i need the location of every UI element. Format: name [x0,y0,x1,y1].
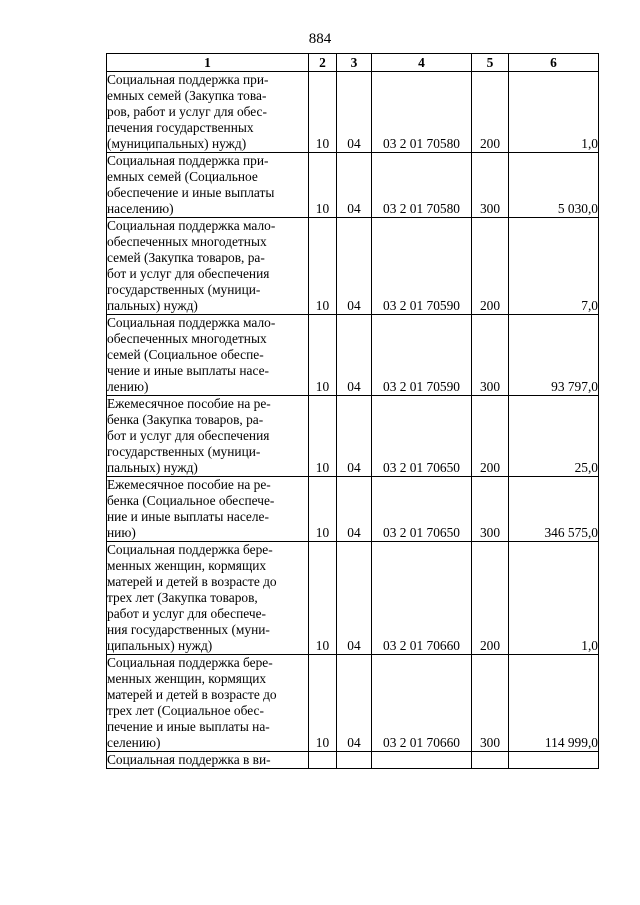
expense-type-code: 200 [472,218,509,315]
expense-type-code: 300 [472,477,509,542]
subsection-code: 04 [337,655,372,752]
expense-name: Социальная поддержка при- емных семей (Закупка това- ров, работ и услуг для обес- печения государственных (муниципальных) нужд) [107,72,309,153]
section-code: 10 [309,315,337,396]
target-article-code [372,752,472,769]
target-article-code: 03 2 01 70580 [372,153,472,218]
expense-type-code [472,752,509,769]
expense-type-code: 200 [472,72,509,153]
table-row [107,218,599,315]
header-col-6: 6 [509,54,599,72]
header-col-5: 5 [472,54,509,72]
expense-name: Социальная поддержка в ви- [107,752,309,769]
section-code: 10 [309,218,337,315]
amount: 93 797,0 [509,315,599,396]
section-code: 10 [309,542,337,655]
table-row [107,477,599,542]
expense-type-code: 300 [472,655,509,752]
header-col-2: 2 [309,54,337,72]
subsection-code: 04 [337,315,372,396]
expense-name: Социальная поддержка мало- обеспеченных многодетных семей (Закупка товаров, ра- бот и услуг для обеспечения государственных (муници- пальных) нужд) [107,218,309,315]
amount: 5 030,0 [509,153,599,218]
expense-name: Социальная поддержка мало- обеспеченных многодетных семей (Социальное обеспе- чение и иные выплаты насе- лению) [107,315,309,396]
expense-name: Социальная поддержка при- емных семей (Социальное обеспечение и иные выплаты населению) [107,153,309,218]
subsection-code: 04 [337,72,372,153]
target-article-code: 03 2 01 70580 [372,72,472,153]
amount: 1,0 [509,72,599,153]
section-code: 10 [309,72,337,153]
target-article-code: 03 2 01 70650 [372,396,472,477]
target-article-code: 03 2 01 70590 [372,218,472,315]
expense-name: Ежемесячное пособие на ре- бенка (Социальное обеспече- ние и иные выплаты населе- нию) [107,477,309,542]
table-row [107,542,599,655]
amount: 7,0 [509,218,599,315]
header-col-4: 4 [372,54,472,72]
section-code: 10 [309,396,337,477]
target-article-code: 03 2 01 70590 [372,315,472,396]
header-col-1: 1 [107,54,309,72]
subsection-code [337,752,372,769]
header-row [107,54,599,72]
target-article-code: 03 2 01 70650 [372,477,472,542]
expense-name: Ежемесячное пособие на ре- бенка (Закупка товаров, ра- бот и услуг для обеспечения государственных (муници- пальных) нужд) [107,396,309,477]
amount: 114 999,0 [509,655,599,752]
table-row [107,72,599,153]
table-row [107,655,599,752]
subsection-code: 04 [337,153,372,218]
expense-name: Социальная поддержка бере- менных женщин, кормящих матерей и детей в возрасте до трех лет (Социальное обес- печение и иные выплаты на- селению) [107,655,309,752]
subsection-code: 04 [337,477,372,542]
budget-table [106,53,599,769]
section-code: 10 [309,153,337,218]
table-row [107,752,599,769]
section-code [309,752,337,769]
expense-name: Социальная поддержка бере- менных женщин, кормящих матерей и детей в возрасте до трех лет (Закупка товаров, работ и услуг для обеспече- ния государственных (муни- ципальных) нужд) [107,542,309,655]
section-code: 10 [309,655,337,752]
page-number: 884 [308,31,332,47]
amount: 1,0 [509,542,599,655]
section-code: 10 [309,477,337,542]
expense-type-code: 200 [472,396,509,477]
table-row [107,396,599,477]
amount: 346 575,0 [509,477,599,542]
amount: 25,0 [509,396,599,477]
header-col-3: 3 [337,54,372,72]
subsection-code: 04 [337,542,372,655]
amount [509,752,599,769]
expense-type-code: 300 [472,315,509,396]
expense-type-code: 200 [472,542,509,655]
expense-type-code: 300 [472,153,509,218]
subsection-code: 04 [337,396,372,477]
table-row [107,315,599,396]
target-article-code: 03 2 01 70660 [372,655,472,752]
target-article-code: 03 2 01 70660 [372,542,472,655]
table-row [107,153,599,218]
subsection-code: 04 [337,218,372,315]
